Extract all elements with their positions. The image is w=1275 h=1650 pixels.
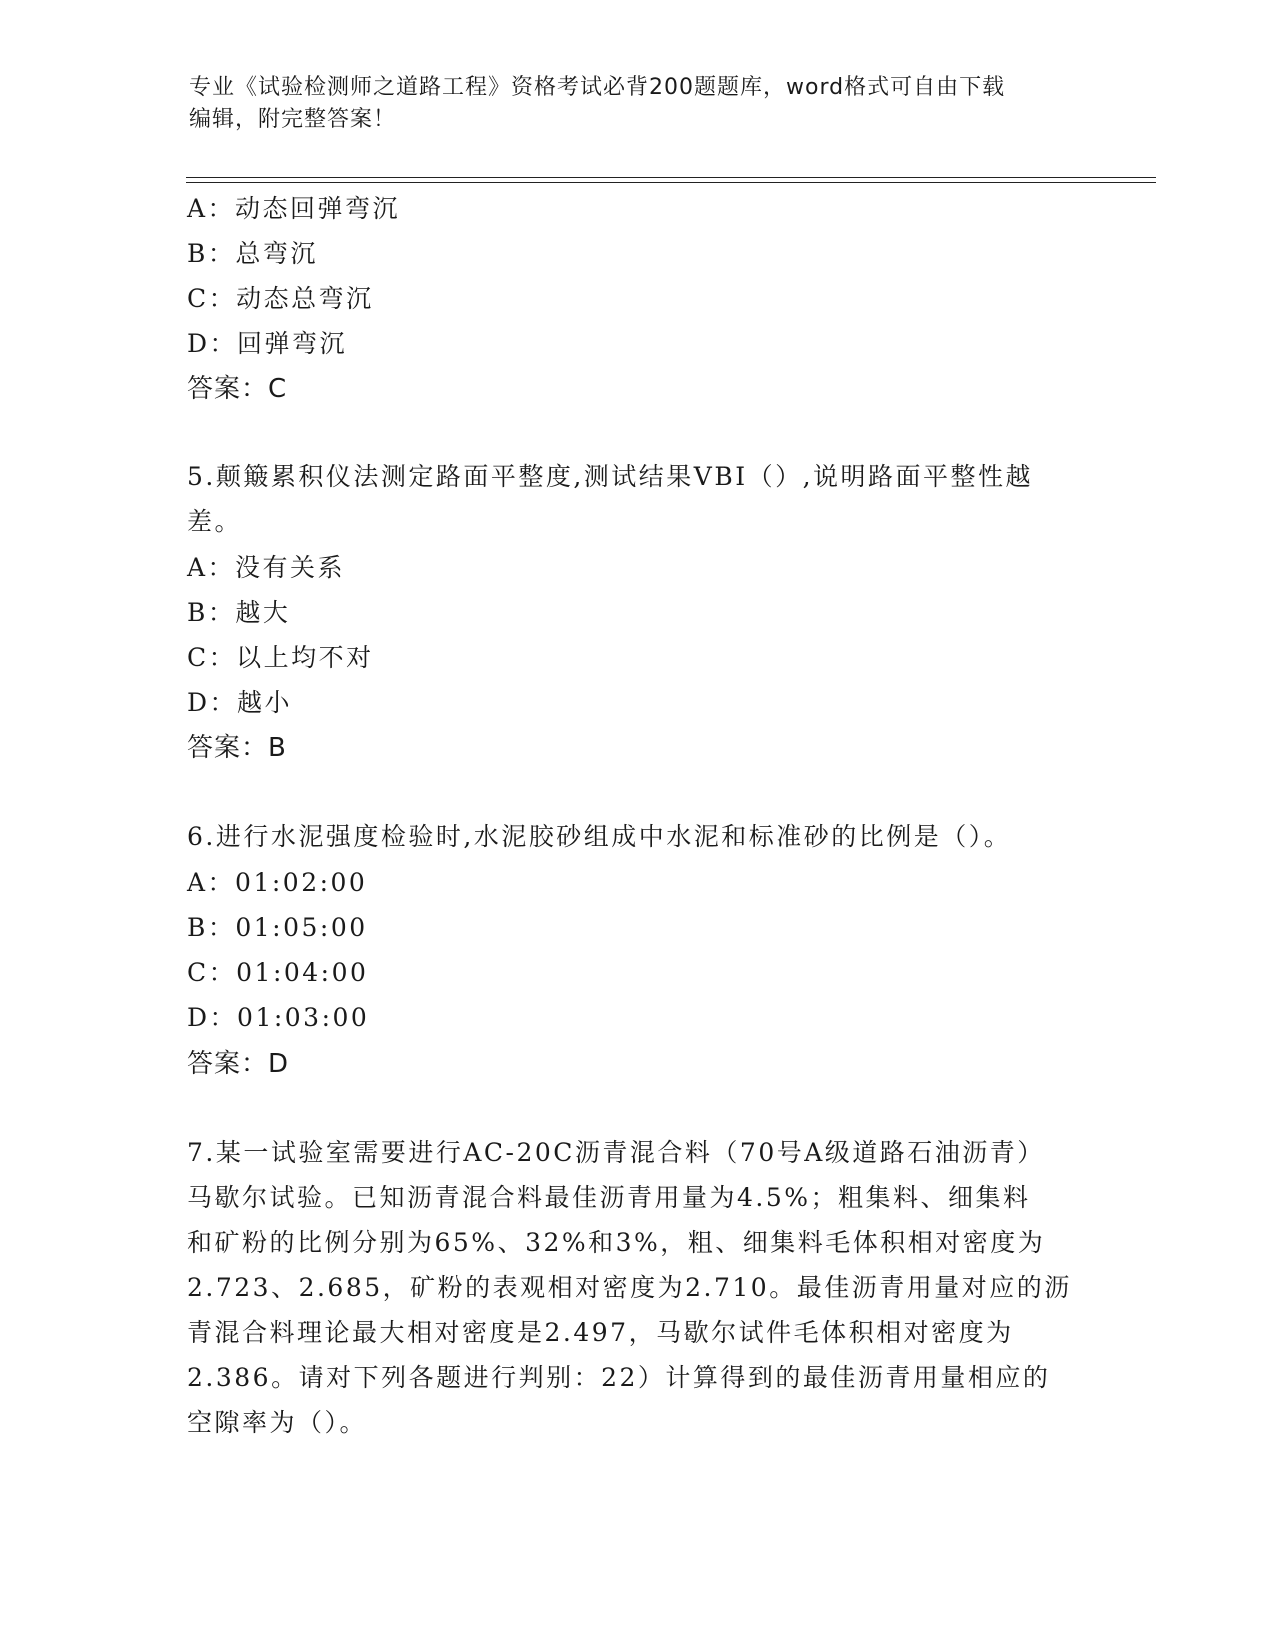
- q7-stem-line-3: 和矿粉的比例分别为65%、32%和3%，粗、细集料毛体积相对密度为: [187, 1228, 1046, 1257]
- header-divider-bottom: [186, 182, 1156, 183]
- q6-option-d: D：01:03:00: [187, 1003, 370, 1032]
- q5-option-d: D：越小: [187, 688, 293, 717]
- q7-stem-line-5: 青混合料理论最大相对密度是2.497，马歇尔试件毛体积相对密度为: [187, 1318, 1014, 1347]
- q6-option-a: A：01:02:00: [187, 868, 368, 897]
- q5-option-c: C：以上均不对: [187, 643, 374, 672]
- q5-option-b: B：越大: [187, 598, 291, 627]
- q4-option-c: C：动态总弯沉: [187, 284, 374, 313]
- q6-option-c: C：01:04:00: [187, 958, 369, 987]
- q4-option-a: A：动态回弹弯沉: [187, 194, 401, 223]
- q7-stem-line-2: 马歇尔试验。已知沥青混合料最佳沥青用量为4.5%；粗集料、细集料: [187, 1183, 1031, 1212]
- q6-answer: 答案：D: [187, 1049, 290, 1079]
- q5-stem-line-2: 差。: [187, 507, 243, 536]
- document-title-line-2: 编辑，附完整答案！: [189, 107, 397, 132]
- q6-stem-line-1: 6.进行水泥强度检验时,水泥胶砂组成中水泥和标准砂的比例是（）。: [187, 822, 1012, 851]
- q7-stem-line-6: 2.386。请对下列各题进行判别：22）计算得到的最佳沥青用量相应的: [187, 1363, 1051, 1392]
- header-divider-top: [186, 177, 1156, 178]
- q7-stem-line-7: 空隙率为（）。: [187, 1408, 368, 1437]
- q4-answer: 答案：C: [187, 374, 288, 404]
- q5-option-a: A：没有关系: [187, 553, 346, 582]
- q4-option-b: B：总弯沉: [187, 239, 318, 268]
- q7-stem-line-4: 2.723、2.685，矿粉的表观相对密度为2.710。最佳沥青用量对应的沥: [187, 1273, 1072, 1302]
- q4-option-d: D：回弹弯沉: [187, 329, 348, 358]
- document-title-line-1: 专业《试验检测师之道路工程》资格考试必背200题题库，word格式可自由下载: [189, 75, 1006, 100]
- q6-option-b: B：01:05:00: [187, 913, 368, 942]
- q7-stem-line-1: 7.某一试验室需要进行AC-20C沥青混合料（70号A级道路石油沥青）: [187, 1138, 1045, 1167]
- q5-answer: 答案：B: [187, 733, 287, 763]
- q5-stem-line-1: 5.颠簸累积仪法测定路面平整度,测试结果VBI（）,说明路面平整性越: [187, 462, 1034, 491]
